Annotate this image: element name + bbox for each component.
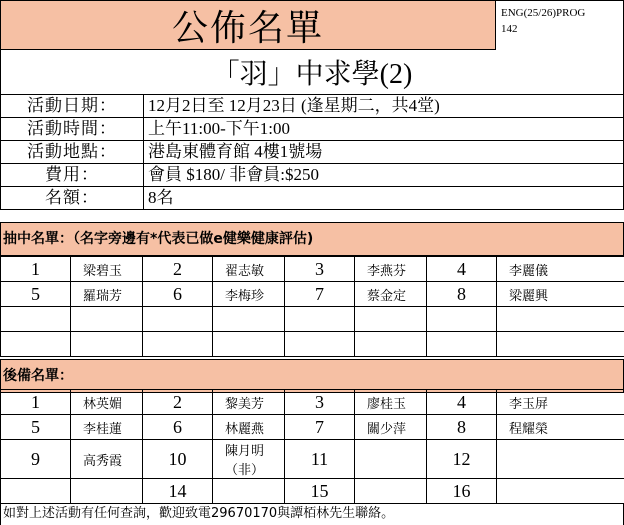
entry-number: 14 [143, 479, 213, 504]
entry-name: 程耀榮 [497, 415, 624, 440]
entry-name [213, 479, 285, 504]
entry-number: 2 [143, 257, 213, 282]
entry-name [213, 307, 285, 332]
entry-number: 15 [285, 479, 355, 504]
selected-row [1, 307, 624, 332]
info-row-venue [1, 141, 624, 164]
entry-number: 11 [285, 440, 355, 479]
entry-number: 1 [1, 257, 71, 282]
entry-name [355, 440, 427, 479]
entry-number: 3 [285, 390, 355, 415]
waitlist-row [1, 479, 624, 504]
info-label-venue: 活動地點： [1, 141, 144, 164]
entry-number: 6 [143, 415, 213, 440]
page-title: 公佈名單 [0, 0, 496, 50]
selected-row [1, 257, 624, 282]
info-value-time: 上午11:00-下午1:00 [144, 118, 624, 141]
info-label-date: 活動日期： [1, 95, 144, 118]
entry-number [285, 307, 355, 332]
selected-row [1, 282, 624, 307]
entry-name: 羅瑞芳 [71, 282, 143, 307]
entry-name [497, 440, 624, 479]
entry-number [1, 307, 71, 332]
entry-name: 高秀霞 [71, 440, 143, 479]
entry-number: 5 [1, 282, 71, 307]
entry-name: 廖桂玉 [355, 390, 427, 415]
entry-name [71, 479, 143, 504]
info-value-fee: 會員 $180/ 非會員:$250 [144, 164, 624, 187]
entry-number [427, 332, 497, 357]
selected-list-table [0, 256, 624, 357]
entry-number: 4 [427, 257, 497, 282]
entry-number: 2 [143, 390, 213, 415]
entry-number: 8 [427, 282, 497, 307]
info-label-time: 活動時間： [1, 118, 144, 141]
entry-name: 李桂蓮 [71, 415, 143, 440]
entry-name [213, 332, 285, 357]
entry-number: 8 [427, 415, 497, 440]
entry-name: 李麗儀 [497, 257, 624, 282]
entry-number: 7 [285, 415, 355, 440]
entry-name: 林英媚 [71, 390, 143, 415]
entry-name [71, 307, 143, 332]
entry-number [143, 332, 213, 357]
entry-number: 9 [1, 440, 71, 479]
entry-name: 林麗燕 [213, 415, 285, 440]
entry-name [497, 332, 624, 357]
entry-number: 7 [285, 282, 355, 307]
entry-number [285, 332, 355, 357]
info-row-time [1, 118, 624, 141]
selected-row [1, 332, 624, 357]
entry-name: 梁碧玉 [71, 257, 143, 282]
entry-name [497, 479, 624, 504]
info-value-quota: 8名 [144, 187, 624, 210]
title-row [0, 0, 624, 50]
waitlist-row [1, 440, 624, 479]
program-code-line2: 142 [501, 23, 518, 35]
entry-name: 翟志敏 [213, 257, 285, 282]
activity-name: 「羽」中求學(2) [0, 50, 624, 94]
waitlist-row [1, 390, 624, 415]
entry-name: 陳月明 （非） [213, 440, 285, 479]
entry-name: 關少萍 [355, 415, 427, 440]
entry-number: 3 [285, 257, 355, 282]
entry-number: 10 [143, 440, 213, 479]
waitlist-table [0, 389, 624, 504]
info-row-quota [1, 187, 624, 210]
entry-name: 李燕芬 [355, 257, 427, 282]
selected-list-heading: 抽中名單：（名字旁邊有*代表已做e健樂健康評估) [0, 222, 624, 256]
entry-number [1, 332, 71, 357]
entry-name: 李梅珍 [213, 282, 285, 307]
program-code-line1: ENG(25/26)PROG [501, 7, 586, 19]
info-label-quota: 名額： [1, 187, 144, 210]
info-label-fee: 費用： [1, 164, 144, 187]
entry-number [1, 479, 71, 504]
info-value-venue: 港島東體育館 4樓1號場 [144, 141, 624, 164]
contact-note: 如對上述活動有任何查詢，歡迎致電29670170與譚栢林先生聯絡。 [0, 503, 624, 525]
info-row-fee [1, 164, 624, 187]
entry-name [355, 479, 427, 504]
entry-number [427, 307, 497, 332]
waitlist-row [1, 415, 624, 440]
entry-name: 黎美芳 [213, 390, 285, 415]
entry-name [71, 332, 143, 357]
entry-number: 6 [143, 282, 213, 307]
entry-number: 1 [1, 390, 71, 415]
info-row-date [1, 95, 624, 118]
entry-number: 12 [427, 440, 497, 479]
entry-name [355, 332, 427, 357]
waitlist-heading: 後備名單： [0, 359, 624, 393]
info-value-date: 12月2日至 12月23日 (逢星期二，共4堂) [144, 95, 624, 118]
entry-number: 16 [427, 479, 497, 504]
entry-name [497, 307, 624, 332]
entry-number: 5 [1, 415, 71, 440]
entry-name [355, 307, 427, 332]
entry-name: 梁麗興 [497, 282, 624, 307]
entry-name: 蔡金定 [355, 282, 427, 307]
program-code [496, 0, 624, 50]
activity-info-table [0, 94, 624, 210]
entry-name: 李玉屏 [497, 390, 624, 415]
entry-number [143, 307, 213, 332]
entry-number: 4 [427, 390, 497, 415]
